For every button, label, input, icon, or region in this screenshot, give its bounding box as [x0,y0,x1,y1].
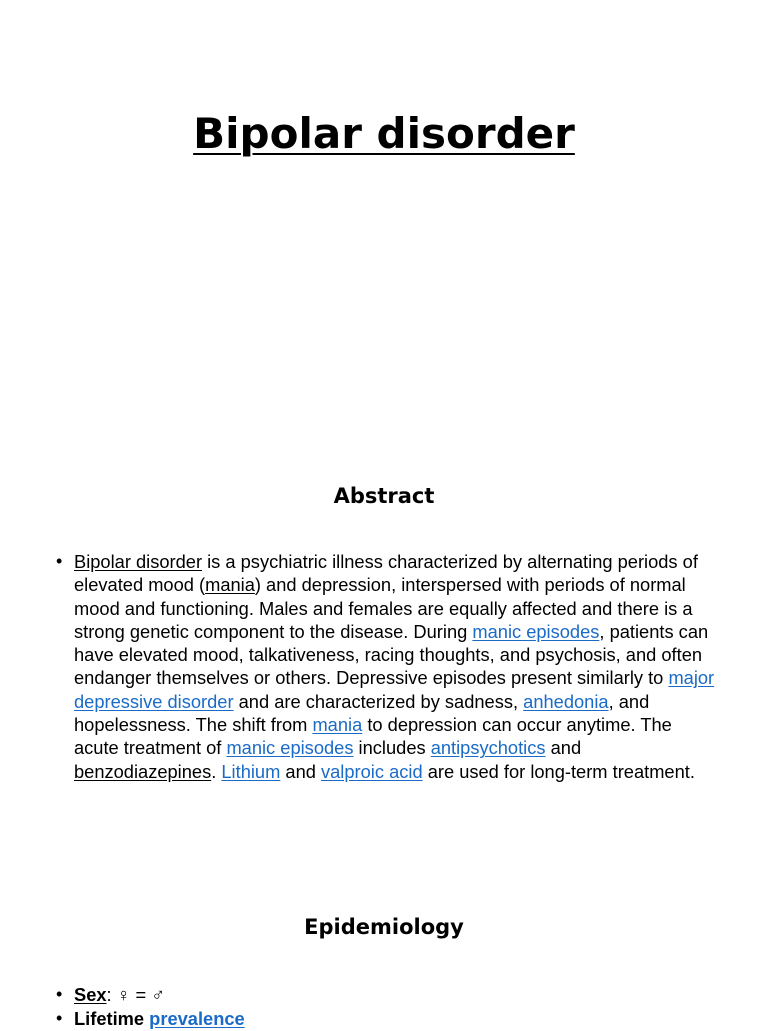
abstract-link[interactable]: mania [312,714,363,736]
abstract-underlined-term[interactable]: mania [205,574,255,596]
abstract-text: , and hopelessness. The shift from [74,690,650,736]
epidemiology-section [56,983,716,1031]
prevalence-link[interactable]: prevalence [149,1008,245,1030]
abstract-link[interactable]: anhedonia [523,690,609,712]
abstract-text: and are characterized by sadness, [233,690,524,712]
abstract-text: is a psychiatric illness characterized by alternating periods of elevated mood ( [74,551,698,596]
abstract-text: are used for long-term treatment. [422,760,695,782]
epidemiology-bullet-prevalence [56,1007,716,1030]
abstract-link[interactable]: valproic acid [321,760,423,782]
bullet-icon: • [56,551,63,571]
bullet-icon: • [56,1008,63,1029]
abstract-underlined-term[interactable]: Bipolar disorder [74,551,203,572]
epidemiology-heading: Epidemiology [304,915,464,939]
page-title-text: Bipolar disorder [193,109,575,158]
abstract-text: includes [353,737,431,759]
abstract-text: . [211,760,222,782]
page-title [0,108,768,160]
abstract-section [56,550,716,783]
abstract-text: and [280,760,321,782]
abstract-text: and [545,737,582,759]
bullet-icon: • [56,984,63,1004]
prevalence-label: Lifetime [74,1008,150,1030]
abstract-paragraph [74,551,714,782]
abstract-text: ) and depression, interspersed with periods of normal mood and functioning. Males and females are equally affected and there is a strong genetic component to the disease. During [74,574,693,642]
sex-label[interactable]: Sex [74,984,107,1005]
abstract-link[interactable]: manic episodes [226,737,354,759]
abstract-bullet [56,550,716,783]
abstract-text: , patients can have elevated mood, talkativeness, racing thoughts, and psychosis, and often endanger themselves or others. Depressive episodes present similarly to [74,620,709,689]
abstract-heading: Abstract [333,484,435,508]
abstract-link[interactable]: Lithium [221,760,281,782]
abstract-link[interactable]: major depressive disorder [74,667,715,712]
sex-value: : ♀ = ♂ [106,984,165,1005]
abstract-underlined-term[interactable]: benzodiazepines [74,760,212,782]
epidemiology-bullet-sex [56,983,716,1006]
abstract-text: to depression can occur anytime. The acute treatment of [74,714,672,759]
abstract-link[interactable]: manic episodes [472,620,600,642]
abstract-link[interactable]: antipsychotics [430,737,546,759]
